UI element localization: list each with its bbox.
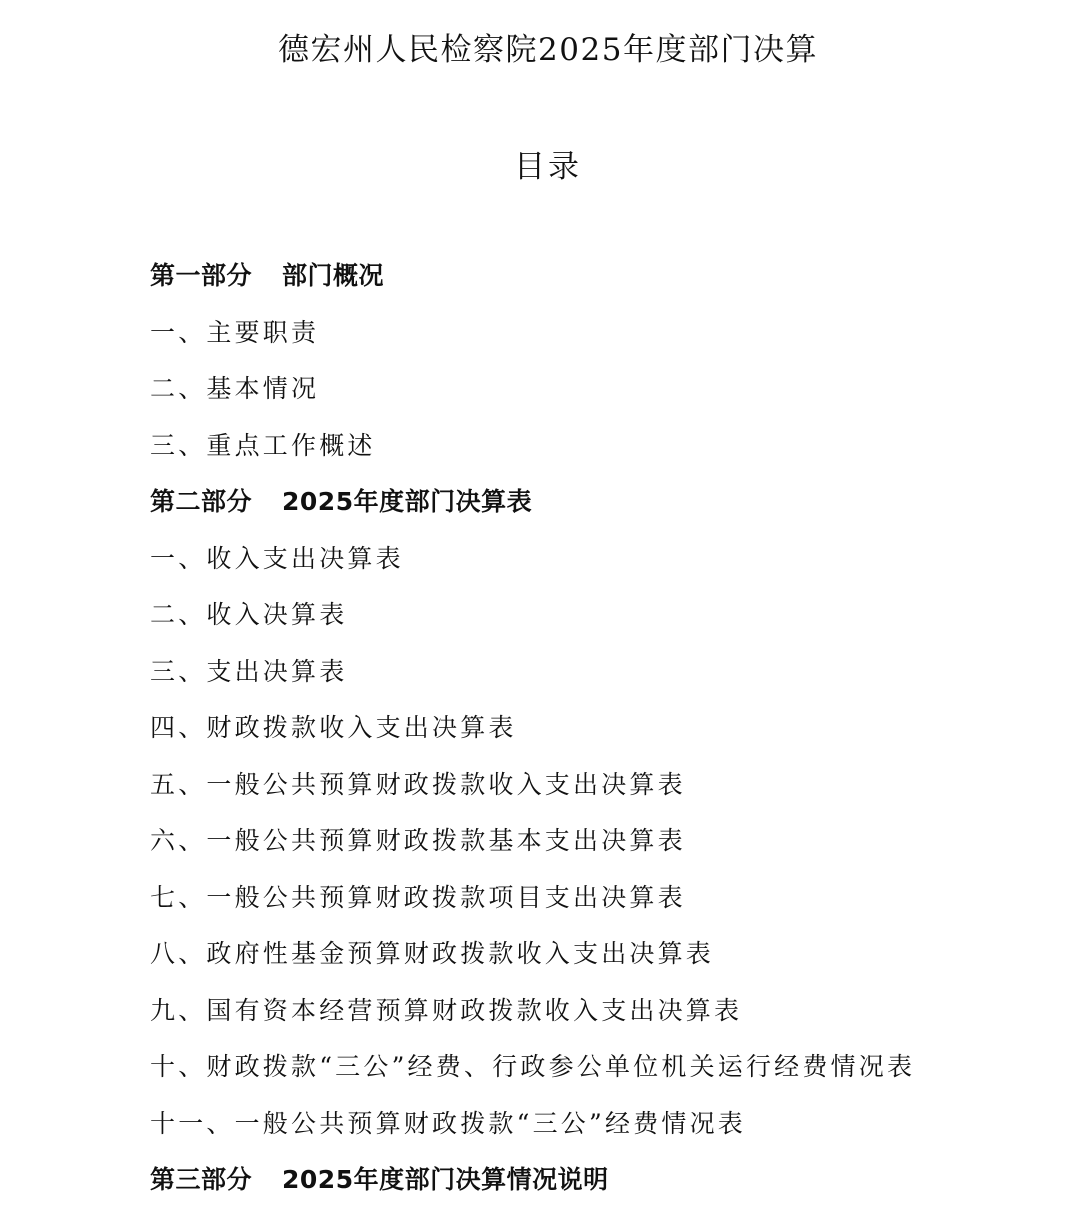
toc-item[interactable]: 八、政府性基金预算财政拨款收入支出决算表: [150, 939, 715, 968]
toc-item[interactable]: 二、基本情况: [150, 374, 320, 403]
toc-item[interactable]: 二、收入决算表: [150, 600, 348, 629]
toc-item[interactable]: 九、国有资本经营预算财政拨款收入支出决算表: [150, 995, 743, 1025]
toc-item[interactable]: 十、财政拨款“三公”经费、行政参公单位机关运行经费情况表: [150, 1052, 916, 1081]
toc-part-label: 第一部分: [150, 261, 253, 290]
toc-part-title: 2025年度部门决算表: [282, 487, 533, 516]
toc-item[interactable]: 三、重点工作概述: [150, 430, 376, 460]
toc-item[interactable]: 三、支出决算表: [150, 656, 348, 686]
toc-item[interactable]: 六、一般公共预算财政拨款基本支出决算表: [150, 826, 686, 855]
toc-part-label: 第三部分: [150, 1165, 253, 1194]
toc-item[interactable]: 一、收入支出决算表: [150, 543, 404, 573]
toc-part-2[interactable]: [150, 474, 915, 531]
toc-item[interactable]: 七、一般公共预算财政拨款项目支出决算表: [150, 882, 686, 912]
toc-part-1[interactable]: [150, 248, 915, 305]
toc-item[interactable]: 十一、一般公共预算财政拨款“三公”经费情况表: [150, 1108, 746, 1138]
toc-part-label: 第二部分: [150, 487, 253, 516]
toc-item[interactable]: 一、主要职责: [150, 317, 320, 347]
toc-item[interactable]: 四、财政拨款收入支出决算表: [150, 713, 517, 742]
toc-list: [150, 248, 915, 1209]
toc-part-title: 部门概况: [282, 261, 385, 290]
toc-part-title: 2025年度部门决算情况说明: [282, 1165, 609, 1194]
document-title: 德宏州人民检察院2025年度部门决算: [278, 32, 818, 68]
toc-item[interactable]: 五、一般公共预算财政拨款收入支出决算表: [150, 769, 686, 799]
toc-heading: 目录: [514, 149, 582, 185]
toc-part-3[interactable]: [150, 1152, 915, 1209]
